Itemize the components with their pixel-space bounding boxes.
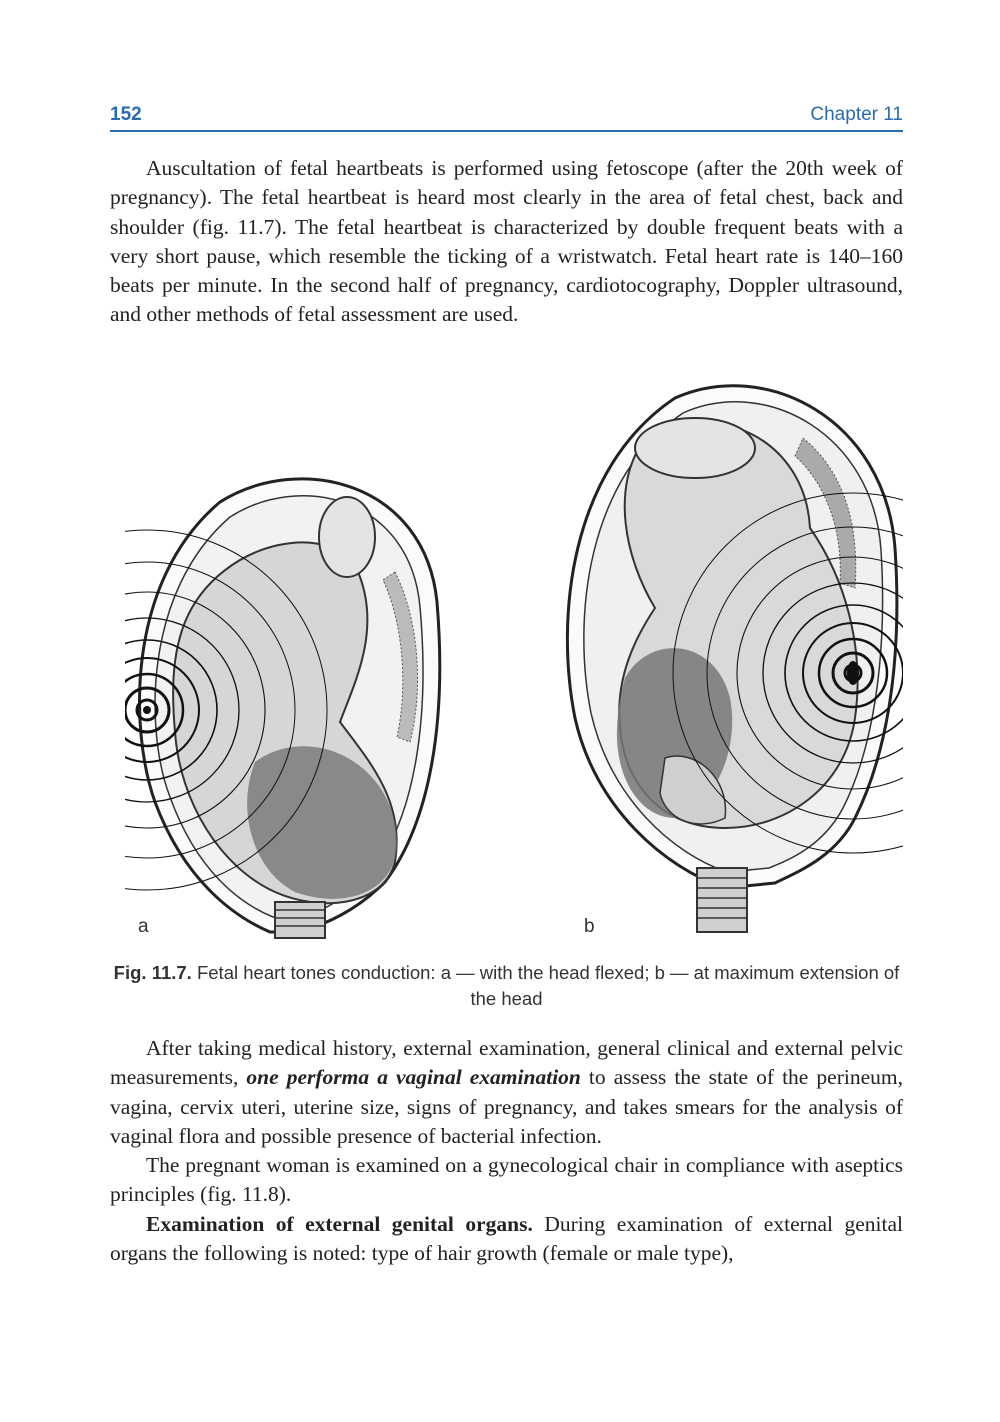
section-heading: Examination of external genital organs.	[146, 1211, 533, 1236]
panel-label-b: b	[584, 916, 595, 937]
caption-label: Fig. 11.7.	[113, 962, 192, 983]
paragraph-text: Auscultation of fetal heartbeats is performed using fetoscope (after the 20th week of pregnancy). The fetal heartbeat is heard most clearly in the area of fetal chest, back and shoulder (fig. 11.7). The fetal heartbeat is characterized by double frequent beats with a very short pause, which resemble the ticking of a wristwatch. Fetal heart rate is 140–160 beats per minute. In the second half of pregnancy, cardiotocography, Doppler ultrasound, and other methods of fetal assessment are used.	[110, 156, 903, 327]
figure-caption	[110, 960, 903, 1012]
paragraph-external-genitals	[110, 1210, 903, 1269]
emphasized-term: one performa a vaginal examination	[246, 1065, 581, 1090]
paragraph-gynecological-chair: The pregnant woman is examined on a gynecological chair in compliance with aseptics principles (fig. 11.8).	[110, 1153, 903, 1207]
panel-label-a: a	[138, 916, 149, 937]
running-head	[110, 100, 903, 132]
paragraph-auscultation	[110, 154, 903, 330]
fetus-illustration-head-extended	[555, 378, 903, 938]
body-text-lower	[110, 1034, 903, 1268]
paragraph-text: to assess the state of the perineum, vagina, cervix uteri, uterine size, signs of pregnancy, and takes smears for the analysis of vaginal flora and possible presence of bacterial infection.	[110, 1065, 903, 1148]
caption-text: Fetal heart tones conduction: a — with the head flexed; b — at maximum extension of the head	[196, 962, 900, 1009]
paragraph-text: After taking medical history, external examination, general clinical and external pelvic measurements,	[110, 1036, 903, 1090]
paragraph-text: During examination of external genital organs the following is noted: type of hair growth (female or male type),	[110, 1211, 903, 1266]
paragraph-vaginal-exam	[110, 1034, 903, 1151]
chapter-label: Chapter 11	[810, 104, 903, 125]
page-number: 152	[110, 104, 142, 125]
fetus-illustration-head-flexed	[125, 462, 450, 940]
